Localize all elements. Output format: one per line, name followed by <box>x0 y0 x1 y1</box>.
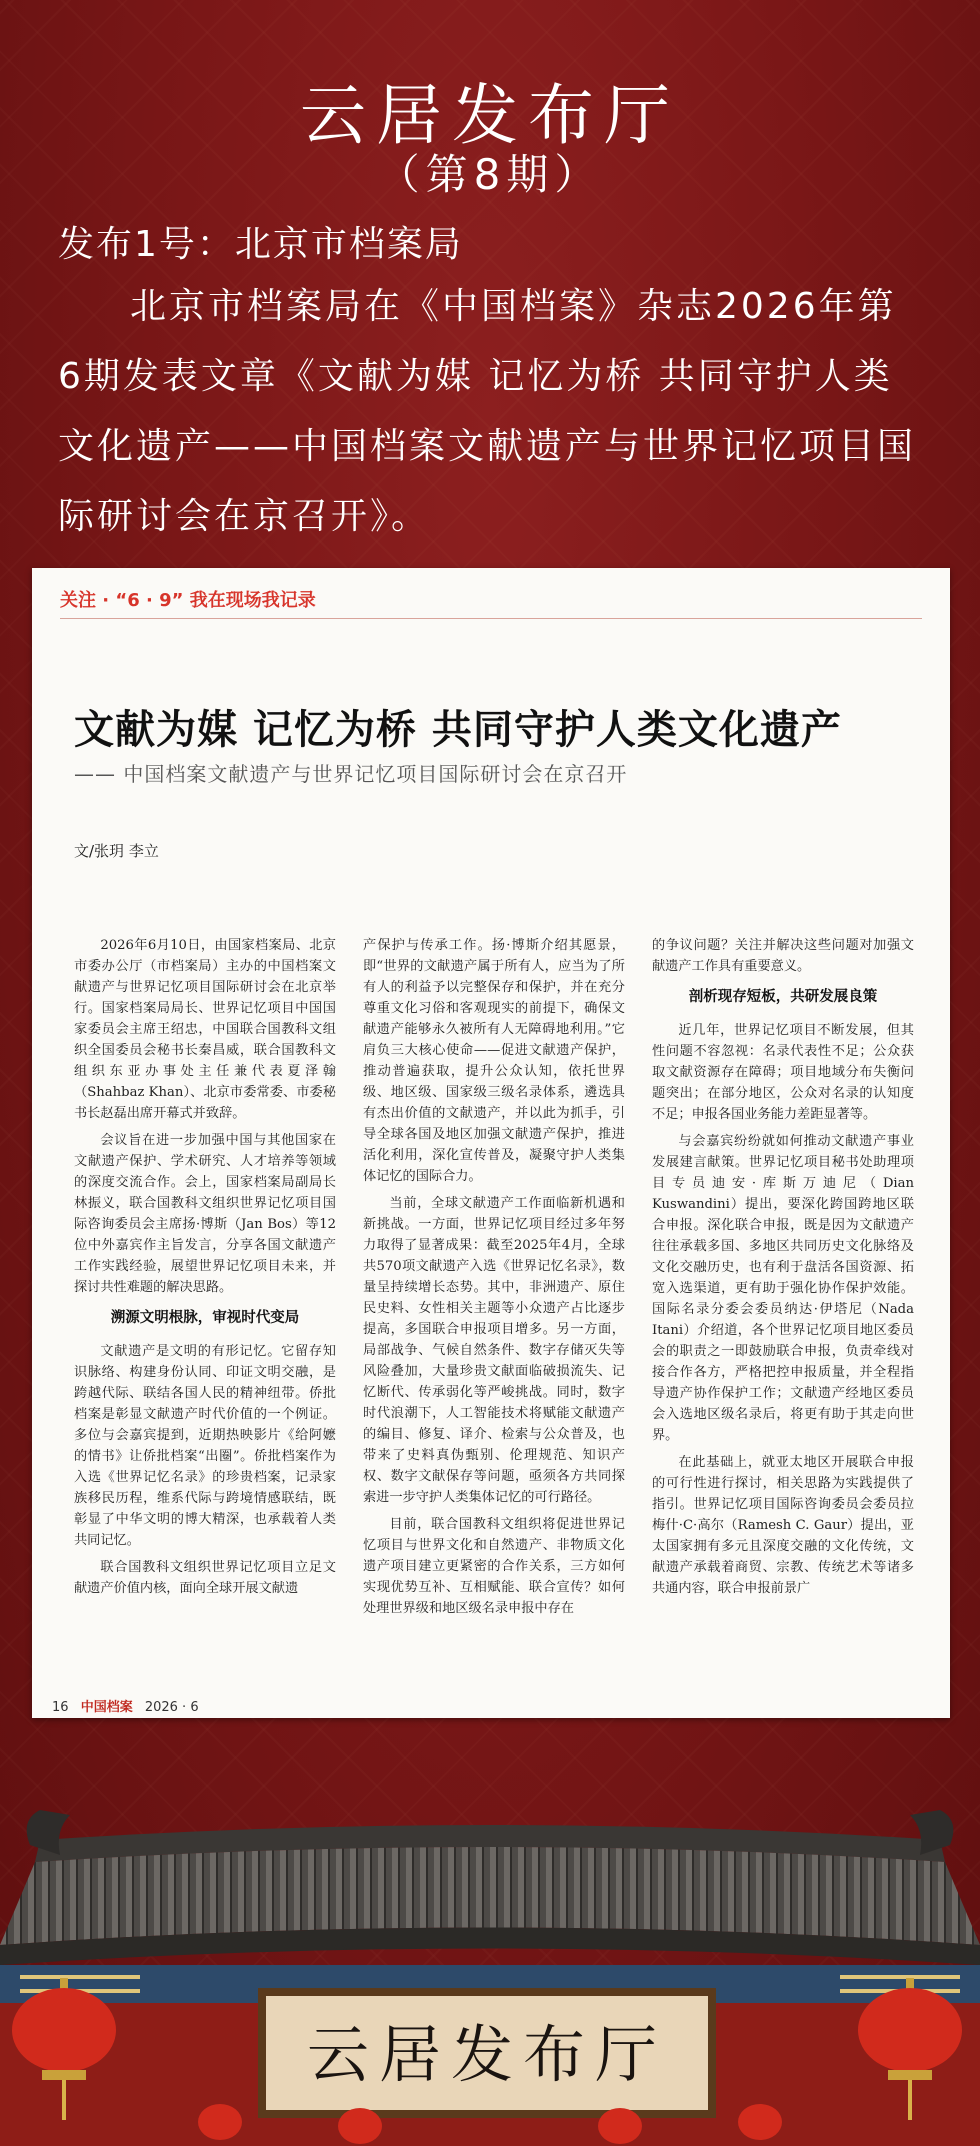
issue-number: （第8期） <box>377 150 603 199</box>
sign-text: 云居发布厅 <box>306 2018 668 2091</box>
page-title: 云居发布厅 <box>300 77 680 154</box>
section-heading: 剖析现存短板，共研发展良策 <box>688 989 878 1005</box>
paragraph: 在此基础上，就亚太地区开展联合申报的可行性进行探讨，相关思路为实践提供了指引。世界记忆项目国际咨询委员会委员拉梅什·C·高尔（Ramesh C. Gaur）提出，亚太国家拥有多元且深度交融的文化传统，文献遗产承载着商贸、宗教、传统艺术等诸多共通内容，联合申报前景广 <box>652 1455 914 1596</box>
paragraph: 的争议问题？关注并解决这些问题对加强文献遗产工作具有重要意义。 <box>652 938 914 974</box>
article-byline: 文/张玥 李立 <box>74 842 159 860</box>
issue-date: 2026 · 6 <box>144 1700 199 1715</box>
traditional-gate-illustration <box>0 1770 980 2146</box>
magazine-logo: 中国档案 <box>80 1700 133 1715</box>
section-heading: 溯源文明根脉，审视时代变局 <box>110 1310 300 1326</box>
paragraph: 当前，全球文献遗产工作面临新机遇和新挑战。一方面，世界记忆项目经过多年努力取得了显著成果：截至2025年4月，全球共570项文献遗产入选《世界记忆名录》，数量呈持续增长态势。其中，非洲遗产、原住民史料、女性相关主题等小众遗产占比逐步提高，多国联合申报项目增多。另一方面，局部战争、气候自然条件、数字存储灭失等风险叠加，大量珍贵文献面临破损流失、记忆断代、传承弱化等严峻挑战。同时，数字时代浪潮下，人工智能技术将赋能文献遗产的编目、修复、译介、检索与公众普及，也带来了史料真伪甄别、伦理规范、知识产权、数字文献保存等问题，亟须各方共同探索进一步守护人类集体记忆的可行路径。 <box>363 1196 625 1505</box>
column-1 <box>74 935 336 1655</box>
page-number: 16 <box>52 1700 69 1715</box>
paragraph: 近几年，世界记忆项目不断发展，但其性问题不容忽视：名录代表性不足；公众获取文献资源存在障碍；项目地域分布失衡问题突出；在部分地区，公众对名录的认知度不足；申报各国业务能力差距显著等。 <box>652 1023 914 1122</box>
paragraph: 产保护与传承工作。扬·博斯介绍其愿景，即“世界的文献遗产属于所有人，应当为了所有人的利益予以完整保存和保护，并在充分尊重文化习俗和客观现实的前提下，确保文献遗产能够永久被所有人无障碍地利用。”它肩负三大核心使命——促进文献遗产保护，推动普遍获取，提升公众认知，依托世界级、地区级、国家级三级名录体系，遴选具有杰出价值的文献遗产，并以此为抓手，引导全球各国及地区加强文献遗产保护，推进活化利用，深化宣传普及，凝聚守护人类集体记忆的国际合力。 <box>363 938 625 1184</box>
paragraph: 文献遗产是文明的有形记忆。它留存知识脉络、构建身份认同、印证文明交融，是跨越代际、联结各国人民的精神纽带。侨批档案是彰显文献遗产时代价值的一个例证。多位与会嘉宾提到，近期热映影片《给阿嬷的情书》让侨批档案“出圈”。侨批档案作为入选《世界记忆名录》的珍贵档案，记录家族移民历程，维系代际与跨境情感联结，既彰显了中华文明的博大精深，也承载着人类共同记忆。 <box>74 1344 336 1548</box>
column-3 <box>652 935 914 1655</box>
paragraph: 2026年6月10日，由国家档案局、北京市委办公厅（市档案局）主办的中国档案文献遗产与世界记忆项目国际研讨会在北京举行。国家档案局局长、世界记忆项目中国国家委员会主席王绍忠，中国联合国教科文组织全国委员会秘书长秦昌威，联合国教科文组织东亚办事处主任兼代表夏泽翰（Shahbaz Khan）、北京市委常委、市委秘书长赵磊出席开幕式并致辞。 <box>74 938 336 1121</box>
paragraph: 会议旨在进一步加强中国与其他国家在文献遗产保护、学术研究、人才培养等领域的深度交流合作。会上，国家档案局副局长林振义，联合国教科文组织世界记忆项目国际咨询委员会主席扬·博斯（Jan Bos）等12位中外嘉宾作主旨发言，分享各国文献遗产工作实践经验，展望世界记忆项目未来，并探讨共性难题的解决思路。 <box>74 1133 336 1295</box>
paragraph: 目前，联合国教科文组织将促进世界记忆项目与世界文化和自然遗产、非物质文化遗产项目建立更紧密的合作关系，三方如何实现优势互补、互相赋能、联合宣传？如何处理世界级和地区级名录申报中存在 <box>363 1517 625 1616</box>
paragraph: 联合国教科文组织世界记忆项目立足文献遗产价值内核，面向全球开展文献遗 <box>74 1560 336 1596</box>
article-subtitle: —— 中国档案文献遗产与世界记忆项目国际研讨会在京召开 <box>74 762 628 786</box>
column-header: 关注 · “6 · 9” 我在现场我记录 <box>60 590 316 611</box>
article-title: 文献为媒 记忆为桥 共同守护人类文化遗产 <box>74 706 842 753</box>
page-footer <box>52 1696 199 1715</box>
column-2 <box>363 935 625 1655</box>
paragraph: 与会嘉宾纷纷就如何推动文献遗产事业发展建言献策。世界记忆项目秘书处助理项目专员迪安·库斯万迪尼（Dian Kuswandini）提出，要深化跨国跨地区联合申报。深化联合申报，既是因为文献遗产往往承载多国、多地区共同历史文化脉络及文化交融历史，也有利于盘活各国资源、拓宽入选渠道，更有助于强化协作保护效能。国际名录分委会委员纳达·伊塔尼（Nada Itani）介绍道，各个世界记忆项目地区委员会的职责之一即鼓励联合申报，负责牵线对接合作各方，严格把控申报质量，并全程指导遗产协作保护工作；文献遗产经地区委员会入选地区级名录后，将更有助于其走向世界。 <box>652 1134 914 1443</box>
magazine-page <box>32 568 950 1718</box>
publisher-label: 发布1号：北京市档案局 <box>58 224 463 265</box>
article-body <box>74 935 914 1655</box>
header-divider <box>60 618 922 619</box>
intro-text: 北京市档案局在《中国档案》杂志2026年第6期发表文章《文献为媒 记忆为桥 共同守护人类文化遗产——中国档案文献遗产与世界记忆项目国际研讨会在京召开》。 <box>58 286 917 537</box>
